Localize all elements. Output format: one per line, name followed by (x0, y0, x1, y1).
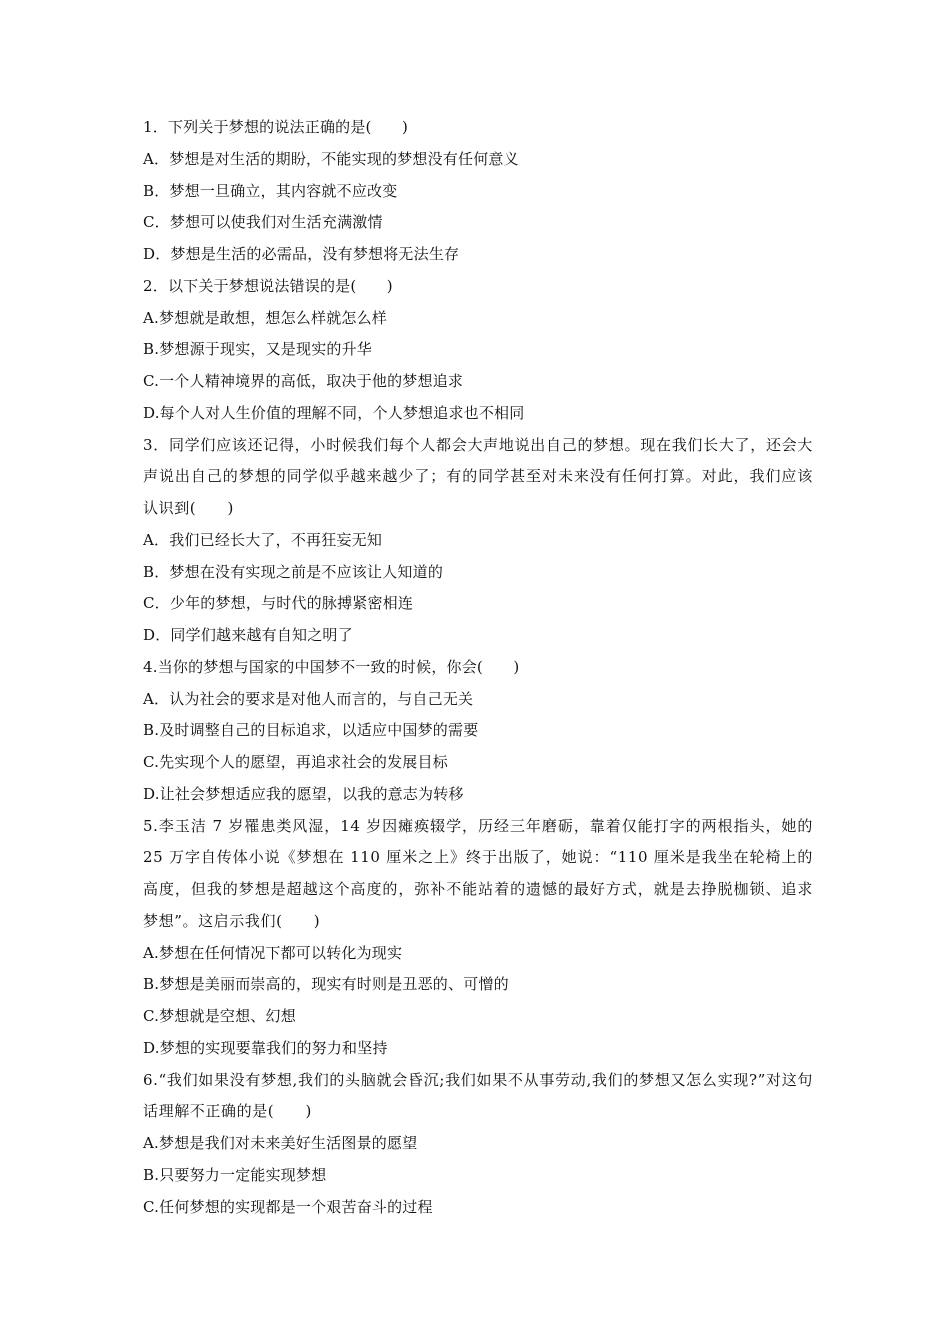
question-4-option-c: C.先实现个人的愿望，再追求社会的发展目标 (143, 753, 448, 771)
question-1-option-c: C．梦想可以使我们对生活充满激情 (143, 213, 383, 232)
question-3 (143, 430, 813, 652)
question-5-option-b: B.梦想是美丽而崇高的，现实有时则是丑恶的、可憎的 (143, 975, 509, 994)
question-1-option-d: D．梦想是生活的必需品，没有梦想将无法生存 (143, 245, 460, 263)
question-5 (143, 811, 813, 1065)
question-3-option-b: B．梦想在没有实现之前是不应该让人知道的 (143, 562, 444, 581)
question-2-option-d: D.每个人对人生价值的理解不同，个人梦想追求也不相同 (143, 403, 525, 422)
question-1 (143, 112, 813, 271)
question-1-option-b: B．梦想一旦确立，其内容就不应改变 (143, 181, 398, 200)
question-2-option-c: C.一个人精神境界的高低，取决于他的梦想追求 (143, 372, 464, 390)
question-4 (143, 652, 813, 811)
question-6 (143, 1065, 813, 1224)
question-3-stem: 3．同学们应该还记得，小时候我们每个人都会大声地说出自己的梦想。现在我们长大了，还会大声说出自己的梦想的同学似乎越来越少了；有的同学甚至对未来没有任何打算。对此，我们应该认识到( ) (143, 435, 813, 517)
question-5-option-d: D.梦想的实现要靠我们的努力和坚持 (143, 1038, 388, 1057)
question-2-option-b: B.梦想源于现实，又是现实的升华 (143, 340, 372, 359)
question-4-stem: 4.当你的梦想与国家的中国梦不一致的时候，你会( ) (143, 657, 520, 676)
question-1-stem: 1．下列关于梦想的说法正确的是( ) (143, 118, 409, 136)
question-6-option-c: C.任何梦想的实现都是一个艰苦奋斗的过程 (143, 1197, 433, 1216)
question-6-option-b: B.只要努力一定能实现梦想 (143, 1165, 327, 1184)
question-2 (143, 271, 813, 430)
question-6-option-a: A.梦想是我们对未来美好生活图景的愿望 (143, 1134, 418, 1152)
question-5-option-a: A.梦想在任何情况下都可以转化为现实 (143, 943, 403, 962)
question-list (143, 112, 813, 1223)
question-1-option-a: A．梦想是对生活的期盼，不能实现的梦想没有任何意义 (143, 149, 519, 168)
question-2-option-a: A.梦想就是敢想，想怎么样就怎么样 (143, 308, 388, 327)
question-4-option-a: A．认为社会的要求是对他人而言的，与自己无关 (143, 689, 474, 708)
question-4-option-b: B.及时调整自己的目标追求，以适应中国梦的需要 (143, 721, 479, 740)
question-6-stem: 6.“我们如果没有梦想,我们的头脑就会昏沉;我们如果不从事劳动,我们的梦想又怎么实现?”对这句话理解不正确的是( ) (143, 1070, 813, 1121)
question-3-option-d: D．同学们越来越有自知之明了 (143, 626, 353, 644)
question-5-stem: 5.李玉洁 7 岁罹患类风湿，14 岁因瘫痪辍学，历经三年磨砺，靠着仅能打字的两根指头，她的 25 万字自传体小说《梦想在 110 厘米之上》终于出版了，她说：“110 厘米是我坐在轮椅上的高度，但我的梦想是超越这个高度的，弥补不能站着的遗憾的最好方式，就是去挣脱枷锁、追求梦想”。这启示我们( ) (143, 816, 813, 930)
question-3-option-c: C．少年的梦想，与时代的脉搏紧密相连 (143, 594, 414, 613)
question-3-option-a: A．我们已经长大了，不再狂妄无知 (143, 530, 383, 549)
question-5-option-c: C.梦想就是空想、幻想 (143, 1007, 296, 1025)
question-4-option-d: D.让社会梦想适应我的愿望，以我的意志为转移 (143, 784, 464, 803)
question-2-stem: 2．以下关于梦想说法错误的是( ) (143, 276, 393, 295)
